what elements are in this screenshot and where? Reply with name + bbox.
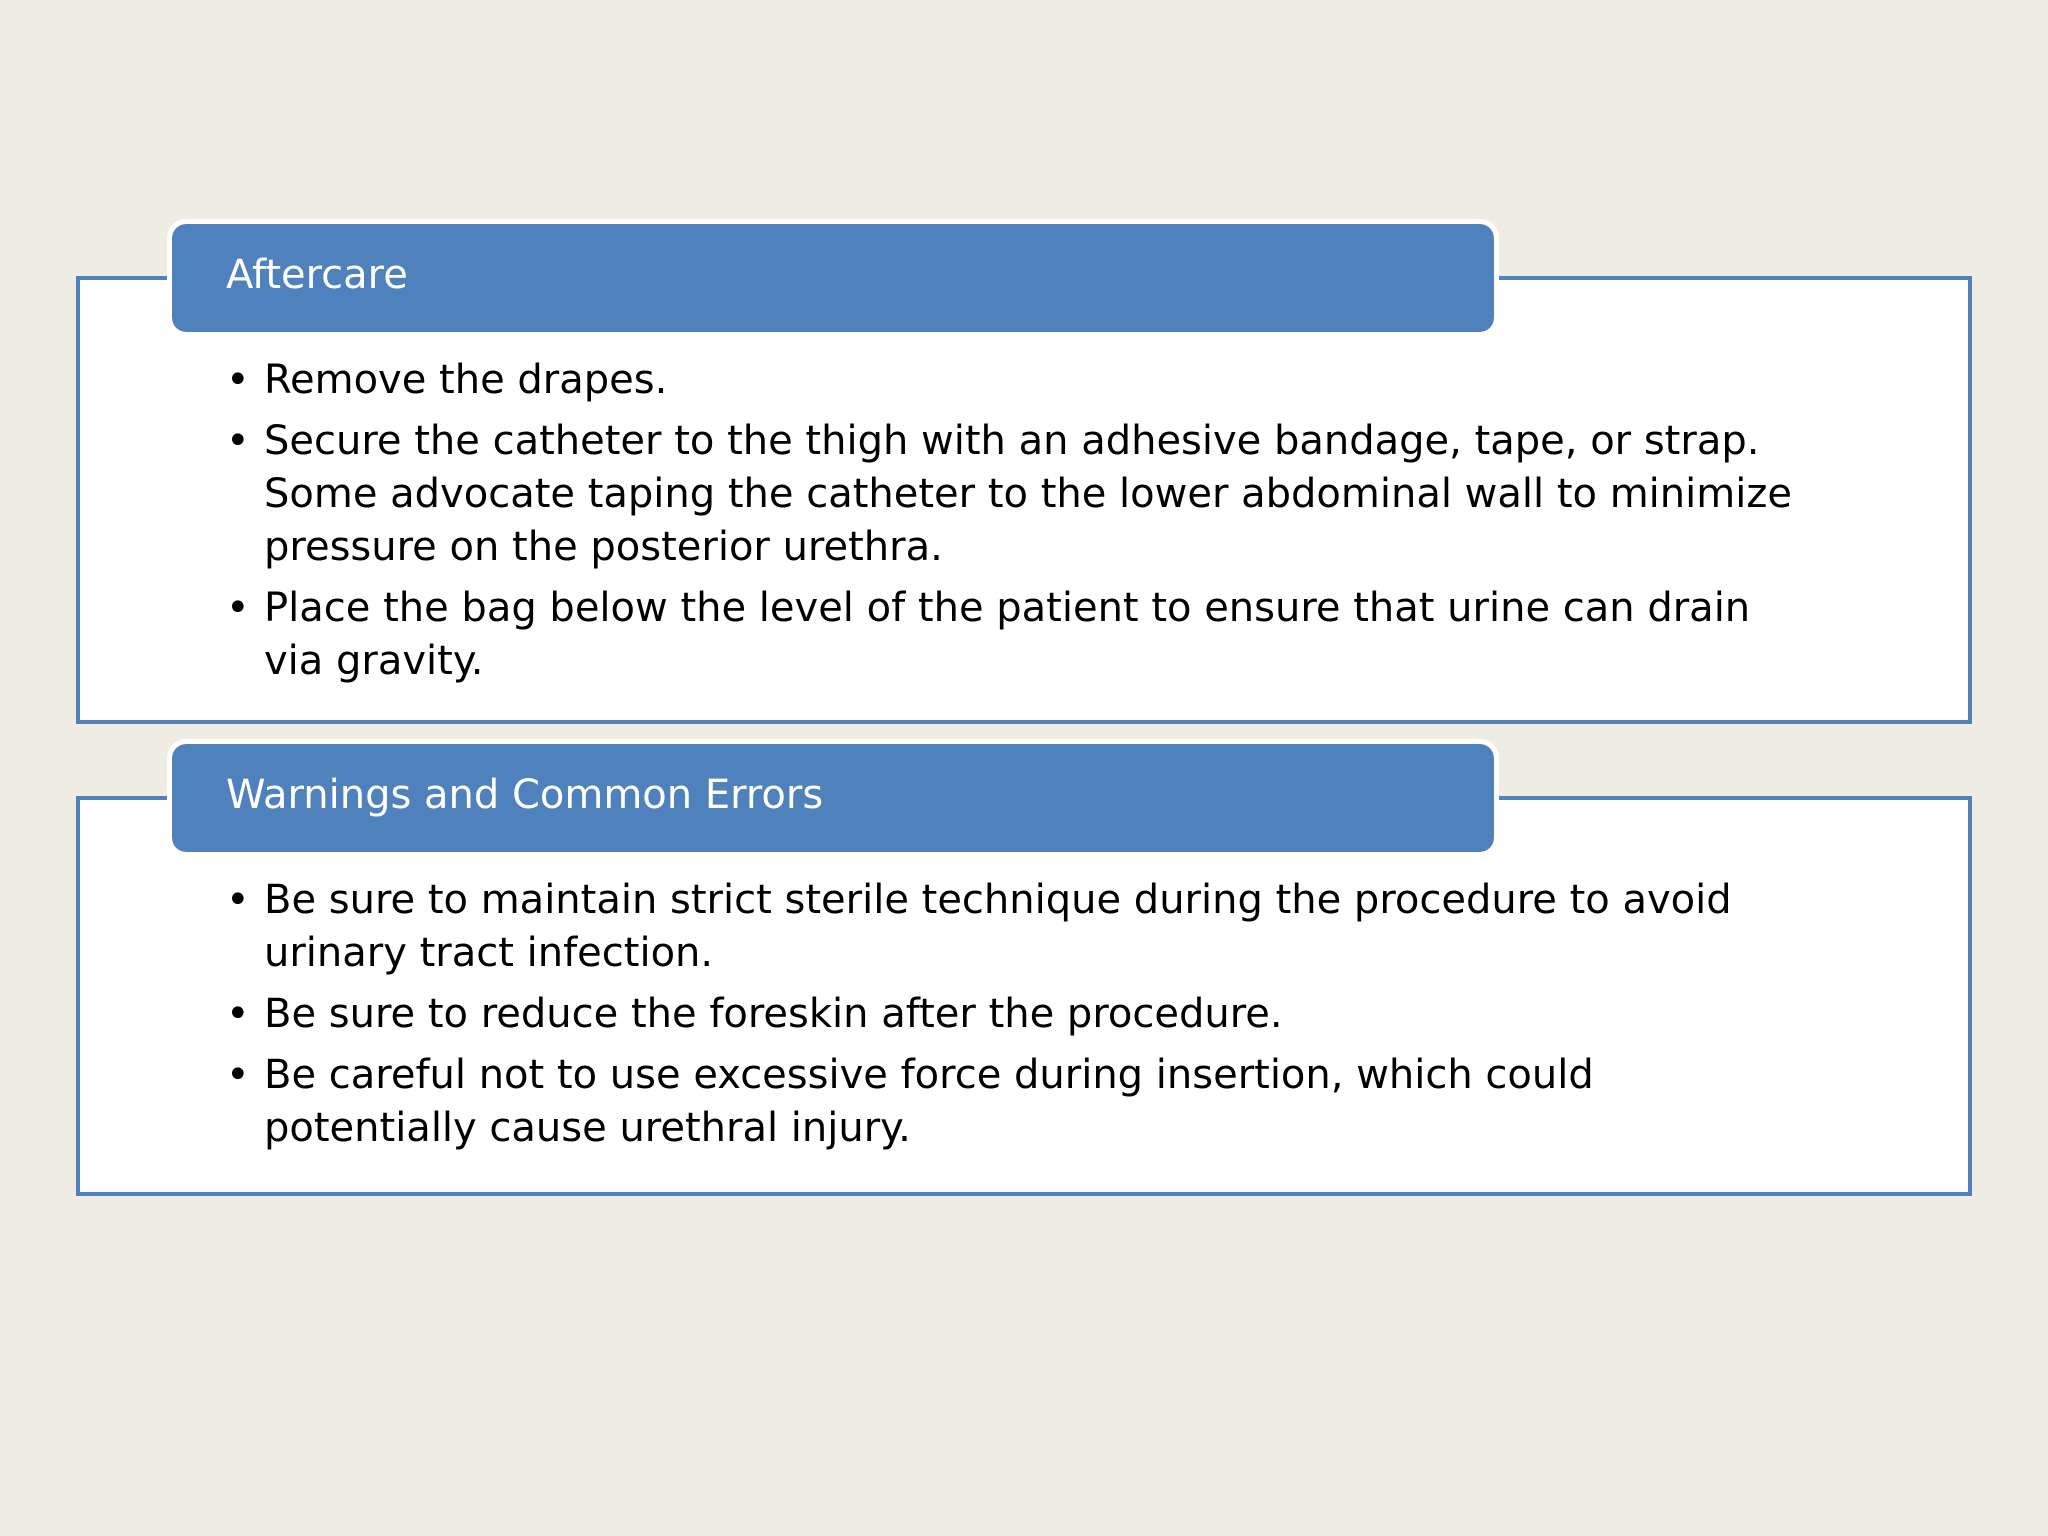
list-item xyxy=(226,582,1792,688)
list-item xyxy=(226,988,1792,1041)
bullet-icon: • xyxy=(226,357,250,403)
list-item xyxy=(226,1049,1792,1155)
aftercare-list xyxy=(226,354,1792,696)
list-item xyxy=(226,874,1792,980)
warnings-title: Warnings and Common Errors xyxy=(226,772,824,818)
list-item xyxy=(226,354,1792,407)
list-item-text: Be sure to maintain strict sterile technique during the procedure to avoid urinary tract infection. xyxy=(264,877,1732,976)
warnings-list xyxy=(226,874,1792,1163)
bullet-icon: • xyxy=(226,1052,250,1098)
warnings-header xyxy=(172,744,1494,852)
list-item-text: Place the bag below the level of the patient to ensure that urine can drain via gravity. xyxy=(264,585,1751,684)
aftercare-header xyxy=(172,224,1494,332)
list-item-text: Be careful not to use excessive force during insertion, which could potentially cause urethral injury. xyxy=(264,1052,1594,1151)
bullet-icon: • xyxy=(226,418,250,464)
list-item-text: Remove the drapes. xyxy=(264,357,668,403)
bullet-icon: • xyxy=(226,877,250,923)
bullet-icon: • xyxy=(226,585,250,631)
list-item-text: Secure the catheter to the thigh with an adhesive bandage, tape, or strap. Some advocate taping the catheter to the lower abdominal wall to minimize pressure on the posterior urethra. xyxy=(264,418,1792,570)
list-item-text: Be sure to reduce the foreskin after the procedure. xyxy=(264,991,1283,1037)
list-item xyxy=(226,415,1792,574)
bullet-icon: • xyxy=(226,991,250,1037)
aftercare-title: Aftercare xyxy=(226,252,408,298)
